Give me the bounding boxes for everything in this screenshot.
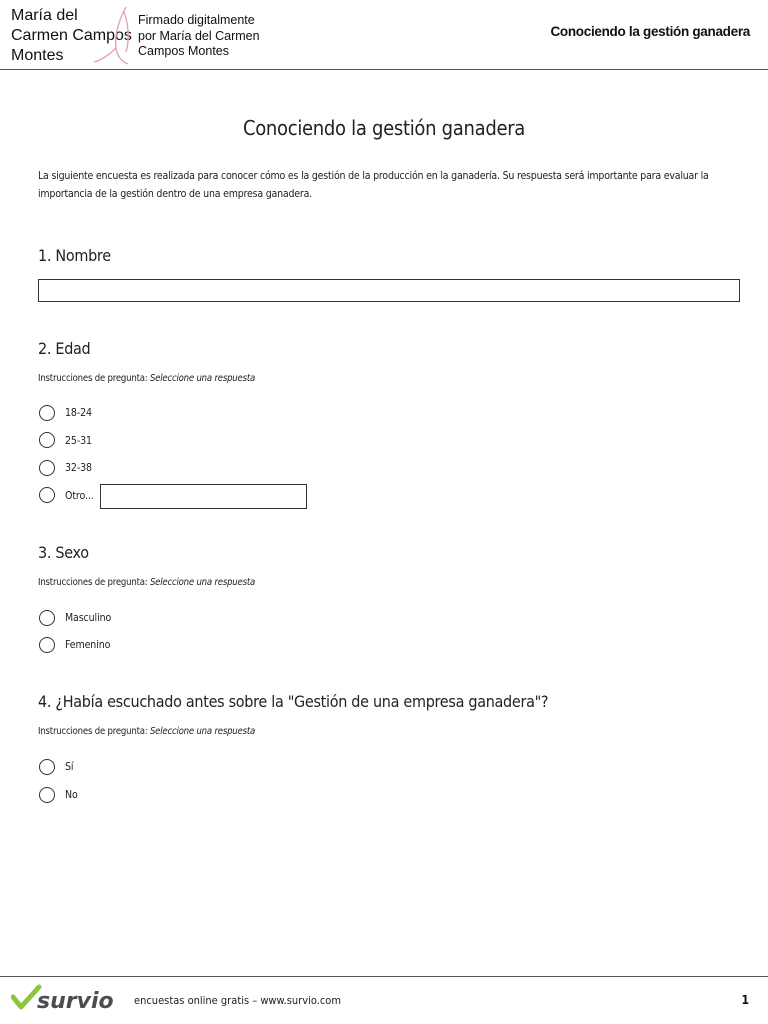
survio-logo <box>11 983 121 1019</box>
survey-intro: La siguiente encuesta es realizada para conocer cómo es la gestión de la producción en la ganadería. Su respuesta será importante para evaluar la importancia de la gestión dentro de una empresa ganadera. <box>38 170 709 200</box>
heard-option-label: Sí <box>65 761 74 773</box>
question-3-instructions: Instrucciones de pregunta: Seleccione una respuesta <box>38 577 256 588</box>
heard-no-radio[interactable] <box>39 787 55 803</box>
survio-check-icon <box>11 983 121 1015</box>
sex-option-label: Femenino <box>65 639 111 651</box>
age-18-24-radio[interactable] <box>39 405 55 421</box>
question-2-instructions: Instrucciones de pregunta: Seleccione una respuesta <box>38 373 256 384</box>
signature-mark-icon <box>86 4 146 68</box>
question-2-title: 2. Edad <box>38 339 91 358</box>
name-input[interactable] <box>38 279 740 302</box>
age-option-label: 25-31 <box>65 435 92 447</box>
question-3-title: 3. Sexo <box>38 543 89 562</box>
header-title: Conociendo la gestión ganadera <box>550 24 750 39</box>
age-25-31-radio[interactable] <box>39 432 55 448</box>
age-option-label: 18-24 <box>65 407 92 419</box>
signer-name: María del Carmen Campos Montes <box>11 7 132 64</box>
question-1-title: 1. Nombre <box>38 246 111 265</box>
age-option-label: Otro... <box>65 490 94 502</box>
heard-si-radio[interactable] <box>39 759 55 775</box>
survio-logo-text: survio <box>37 989 114 1014</box>
age-other-radio[interactable] <box>39 487 55 503</box>
sex-femenino-radio[interactable] <box>39 637 55 653</box>
question-4-title: 4. ¿Había escuchado antes sobre la "Gestión de una empresa ganadera"? <box>38 692 549 711</box>
question-4-instructions: Instrucciones de pregunta: Seleccione una respuesta <box>38 726 256 737</box>
survey-title: Conociendo la gestión ganadera <box>242 116 526 140</box>
header-divider <box>0 69 768 70</box>
sex-option-label: Masculino <box>65 612 112 624</box>
sex-masculino-radio[interactable] <box>39 610 55 626</box>
page-number: 1 <box>741 993 749 1007</box>
heard-option-label: No <box>65 789 78 801</box>
digital-signature-info: Firmado digitalmente por María del Carmen Campos Montes <box>138 13 260 58</box>
footer-text: encuestas online gratis – www.survio.com <box>134 994 341 1007</box>
age-option-label: 32-38 <box>65 462 92 474</box>
age-32-38-radio[interactable] <box>39 460 55 476</box>
footer-divider <box>0 976 768 977</box>
age-other-input[interactable] <box>100 484 307 509</box>
